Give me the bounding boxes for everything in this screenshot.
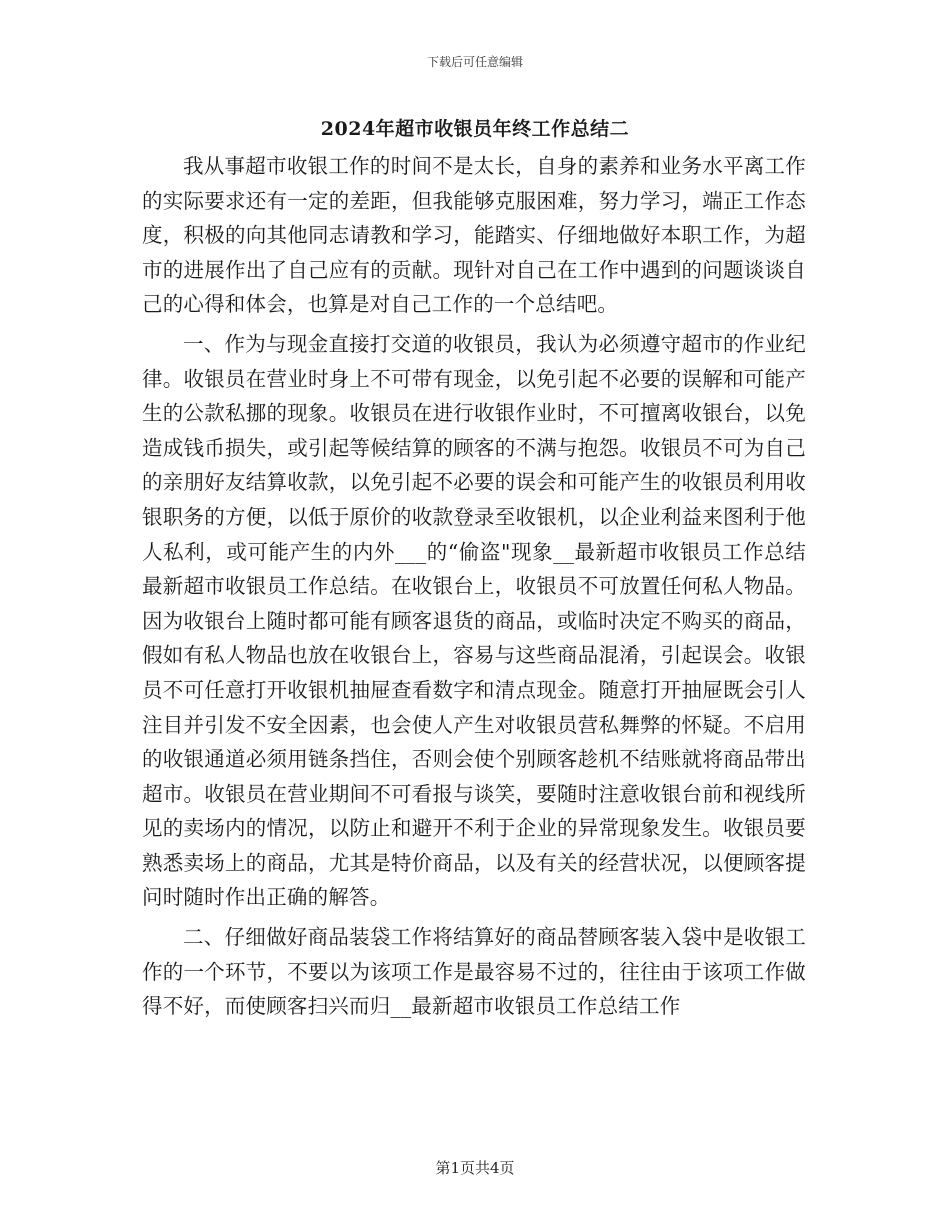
page-footer: 第1页共4页 (435, 1159, 515, 1177)
paragraph-section-one: 一、作为与现金直接打交道的收银员，我认为必须遵守超市的作业纪律。收银员在营业时身上不可带有现金，以免引起不必要的误解和可能产生的公款私挪的现象。收银员在进行收银作业时，不可擅离收银台，以免造成钱币损失，或引起等候结算的顾客的不满与抱怨。收银员不可为自己的亲朋好友结算收款，以免引起不必要的误会和可能产生的收银员利用收银职务的方便，以低于原价的收款登录至收银机，以企业利益来图利于他人私利，或可能产生的内外___的“偷盗"现象__最新超市收银员工作总结最新超市收银员工作总结。在收银台上，收银员不可放置任何私人物品。因为收银台上随时都可能有顾客退货的商品，或临时决定不购买的商品，假如有私人物品也放在收银台上，容易与这些商品混淆，引起误会。收银员不可任意打开收银机抽屉查看数字和清点现金。随意打开抽屉既会引人注目并引发不安全因素，也会使人产生对收银员营私舞弊的怀疑。不启用的收银通道必须用链条挡住，否则会使个别顾客趁机不结账就将商品带出超市。收银员在营业期间不可看报与谈笑，要随时注意收银台前和视线所见的卖场内的情况，以防止和避开不利于企业的异常现象发生。收银员要熟悉卖场上的商品，尤其是特价商品，以及有关的经营状况，以便顾客提问时随时作出正确的解答。 (142, 331, 806, 910)
document-title: 2024年超市收银员年终工作总结二 (320, 118, 630, 140)
paragraph-intro: 我从事超市收银工作的时间不是太长，自身的素养和业务水平离工作的实际要求还有一定的差距，但我能够克服困难，努力学习，端正工作态度，积极的向其他同志请教和学习，能踏实、仔细地做好本职工作，为超市的进展作出了自己应有的贡献。现针对自己在工作中遇到的问题谈谈自己的心得和体会，也算是对自己工作的一个总结吧。 (142, 154, 806, 317)
document-body (142, 149, 806, 1024)
paragraph-section-two: 二、仔细做好商品装袋工作将结算好的商品替顾客装入袋中是收银工作的一个环节，不要以为该项工作是最容易不过的，往往由于该项工作做得不好，而使顾客扫兴而归__最新超市收银员工作总结工作 (142, 925, 806, 1019)
header-note: 下载后可任意编辑 (426, 55, 523, 69)
